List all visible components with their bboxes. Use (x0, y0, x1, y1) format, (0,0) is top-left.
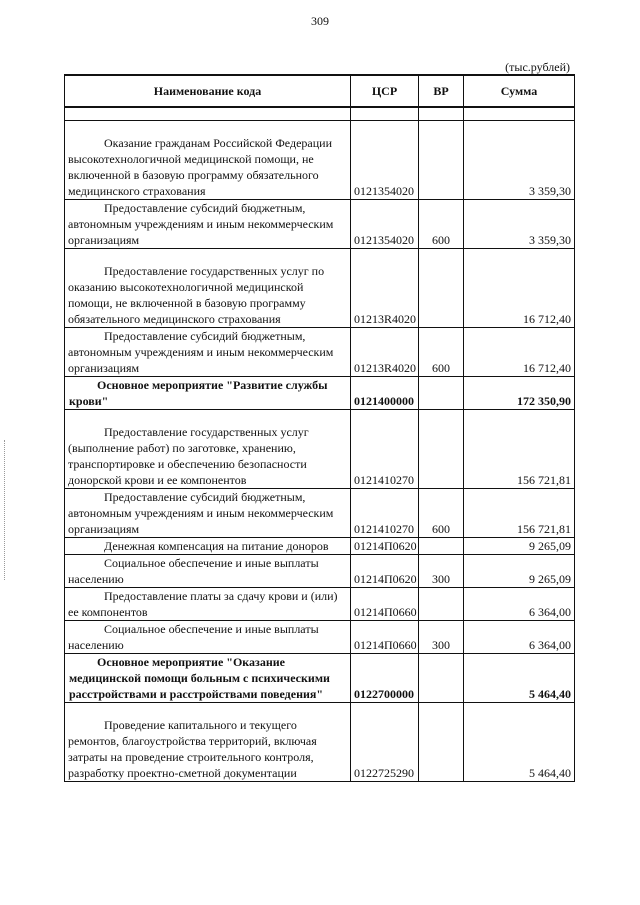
header-csr: ЦСР (351, 75, 419, 107)
row-vr (419, 249, 464, 328)
row-vr (419, 538, 464, 555)
table-row (65, 555, 575, 588)
row-sum: 5 464,40 (464, 654, 575, 703)
row-vr: 600 (419, 328, 464, 377)
table-row (65, 703, 575, 782)
row-name (65, 377, 351, 410)
row-name (65, 410, 351, 489)
row-vr: 600 (419, 489, 464, 538)
row-name-text: Предоставление субсидий бюджетным, автономным учреждениям и иным некоммерческим организациям (68, 201, 334, 247)
row-vr (419, 410, 464, 489)
row-csr: 0121354020 (351, 121, 419, 200)
row-name-text: Предоставление государственных услуг (выполнение работ) по заготовке, хранению, транспортировке и обеспечению безопасности донорской крови и ее компонентов (68, 425, 309, 487)
row-name (65, 703, 351, 782)
row-csr: 01213R4020 (351, 249, 419, 328)
page-number: 309 (311, 14, 329, 28)
table-row (65, 410, 575, 489)
table-row (65, 538, 575, 555)
table-row (65, 489, 575, 538)
row-name (65, 489, 351, 538)
row-name-text: Социальное обеспечение и иные выплаты населению (68, 556, 319, 586)
row-sum: 6 364,00 (464, 621, 575, 654)
row-csr: 0121400000 (351, 377, 419, 410)
row-csr: 01213R4020 (351, 328, 419, 377)
row-vr (419, 121, 464, 200)
row-csr: 01214П0660 (351, 621, 419, 654)
row-sum: 156 721,81 (464, 489, 575, 538)
table-row (65, 249, 575, 328)
table-row (65, 121, 575, 200)
row-name (65, 588, 351, 621)
row-vr (419, 703, 464, 782)
row-name-text: Предоставление субсидий бюджетным, автономным учреждениям и иным некоммерческим организациям (68, 329, 334, 375)
budget-table (64, 74, 575, 782)
table-row (65, 588, 575, 621)
row-csr: 0121410270 (351, 410, 419, 489)
row-name-text: Социальное обеспечение и иные выплаты населению (68, 622, 319, 652)
units-label: (тыс.рублей) (505, 60, 570, 74)
row-name-text: Предоставление государственных услуг по оказанию высокотехнологичной медицинской помощи, не включенной в базовую программу обязательного медицинского страхования (68, 264, 325, 326)
row-sum: 16 712,40 (464, 249, 575, 328)
row-vr: 300 (419, 555, 464, 588)
table-header-row (65, 75, 575, 107)
scan-margin-mark (4, 440, 7, 580)
row-name-text: Основное мероприятие "Оказание медицинской помощи больным с психическими расстройствами и расстройствами поведения" (69, 655, 330, 701)
row-name (65, 538, 351, 555)
row-vr (419, 654, 464, 703)
row-name (65, 328, 351, 377)
row-name (65, 654, 351, 703)
row-name (65, 249, 351, 328)
row-name (65, 121, 351, 200)
row-sum: 6 364,00 (464, 588, 575, 621)
header-name: Наименование кода (65, 75, 351, 107)
row-name (65, 555, 351, 588)
row-name (65, 200, 351, 249)
row-name-text: Предоставление субсидий бюджетным, автономным учреждениям и иным некоммерческим организациям (68, 490, 334, 536)
row-name-text: Денежная компенсация на питание доноров (104, 539, 329, 553)
row-csr: 01214П0620 (351, 555, 419, 588)
row-csr: 0122725290 (351, 703, 419, 782)
row-name-text: Оказание гражданам Российской Федерации высокотехнологичной медицинской помощи, не включенной в базовую программу обязательного медицинского страхования (68, 136, 332, 198)
row-vr: 300 (419, 621, 464, 654)
row-csr: 01214П0660 (351, 588, 419, 621)
row-csr: 0122700000 (351, 654, 419, 703)
row-sum: 9 265,09 (464, 555, 575, 588)
row-csr: 01214П0620 (351, 538, 419, 555)
row-sum: 156 721,81 (464, 410, 575, 489)
row-vr: 600 (419, 200, 464, 249)
row-name (65, 621, 351, 654)
row-sum: 9 265,09 (464, 538, 575, 555)
row-name-text: Основное мероприятие "Развитие службы крови" (69, 378, 328, 408)
table-row (65, 654, 575, 703)
row-sum: 172 350,90 (464, 377, 575, 410)
row-name-text: Предоставление платы за сдачу крови и (или) ее компонентов (68, 589, 338, 619)
row-csr: 0121410270 (351, 489, 419, 538)
row-sum: 5 464,40 (464, 703, 575, 782)
row-sum: 3 359,30 (464, 121, 575, 200)
table-row (65, 621, 575, 654)
header-sum: Сумма (464, 75, 575, 107)
table-row (65, 328, 575, 377)
row-csr: 0121354020 (351, 200, 419, 249)
row-sum: 16 712,40 (464, 328, 575, 377)
row-name-text: Проведение капитального и текущего ремонтов, благоустройства территорий, включая затраты на проведение строительного контроля, разработку проектно-сметной документации (68, 718, 317, 780)
table-row (65, 200, 575, 249)
row-sum: 3 359,30 (464, 200, 575, 249)
row-vr (419, 588, 464, 621)
table-row (65, 377, 575, 410)
header-vr: ВР (419, 75, 464, 107)
row-vr (419, 377, 464, 410)
spacer-row (65, 107, 575, 121)
